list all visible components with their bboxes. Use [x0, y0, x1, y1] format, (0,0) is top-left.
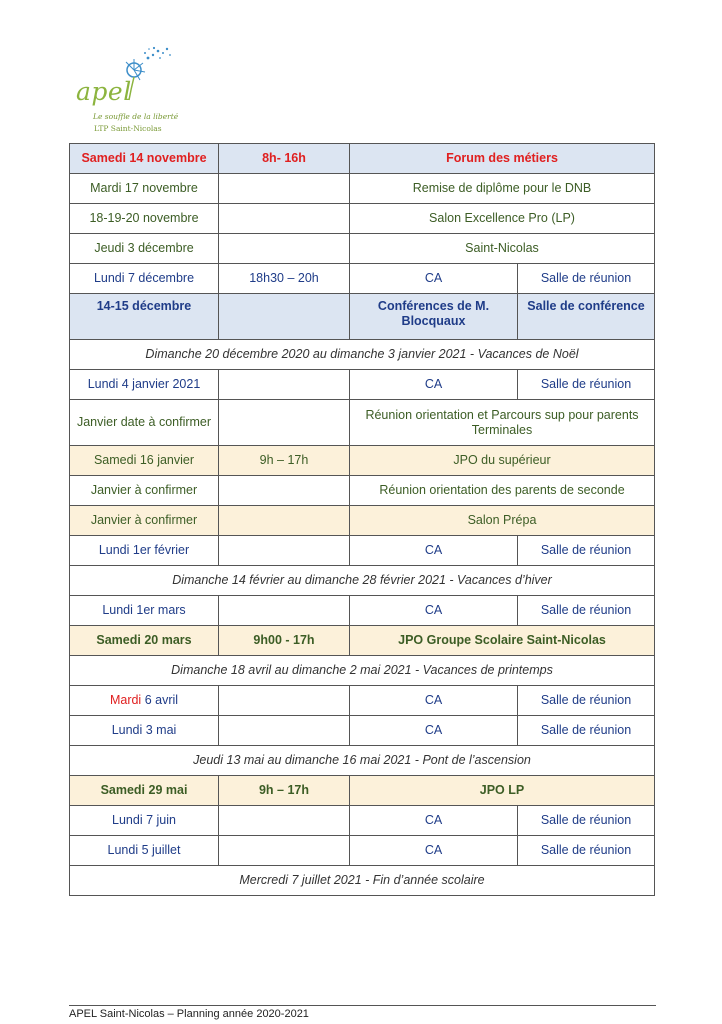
- row-event: CA: [350, 264, 518, 294]
- holiday-row: [70, 340, 655, 370]
- row-event: CA: [350, 370, 518, 400]
- row-time: [219, 234, 350, 264]
- row-event: Forum des métiers: [350, 144, 655, 174]
- row-date: Janvier à confirmer: [70, 506, 219, 536]
- table-row: [70, 204, 655, 234]
- row-time: 8h- 16h: [219, 144, 350, 174]
- row-date: Lundi 5 juillet: [70, 836, 219, 866]
- row-date: Lundi 7 décembre: [70, 264, 219, 294]
- row-time: [219, 596, 350, 626]
- row-time: [219, 836, 350, 866]
- row-event: CA: [350, 686, 518, 716]
- row-place: Salle de réunion: [518, 716, 655, 746]
- row-place: Salle de réunion: [518, 370, 655, 400]
- table-row: [70, 716, 655, 746]
- row-time: [219, 716, 350, 746]
- row-date: Lundi 3 mai: [70, 716, 219, 746]
- row-time: [219, 294, 350, 340]
- apel-logo: [74, 44, 184, 136]
- row-date-rest: 6 avril: [144, 693, 179, 707]
- row-event: JPO Groupe Scolaire Saint-Nicolas: [350, 626, 655, 656]
- table-row: [70, 370, 655, 400]
- planning-table: [69, 143, 655, 896]
- row-time: [219, 506, 350, 536]
- row-event: Salon Excellence Pro (LP): [350, 204, 655, 234]
- holiday-note: Jeudi 13 mai au dimanche 16 mai 2021 - Pont de l’ascension: [70, 746, 655, 776]
- row-date: Jeudi 3 décembre: [70, 234, 219, 264]
- row-time: [219, 400, 350, 446]
- row-place: Salle de réunion: [518, 596, 655, 626]
- row-place: Salle de conférence: [518, 294, 655, 340]
- row-place: Salle de réunion: [518, 264, 655, 294]
- row-date: [70, 686, 219, 716]
- holiday-note: Dimanche 14 février au dimanche 28 février 2021 - Vacances d’hiver: [70, 566, 655, 596]
- footer-divider: [69, 1005, 656, 1006]
- row-time: [219, 204, 350, 234]
- holiday-row: [70, 866, 655, 896]
- table-row: [70, 294, 655, 340]
- row-place: Salle de réunion: [518, 806, 655, 836]
- row-event: JPO LP: [350, 776, 655, 806]
- row-place: Salle de réunion: [518, 536, 655, 566]
- page-footer: APEL Saint-Nicolas – Planning année 2020-2021: [69, 1008, 309, 1020]
- row-event: CA: [350, 716, 518, 746]
- table-row: [70, 400, 655, 446]
- table-row: [70, 776, 655, 806]
- row-time: 9h – 17h: [219, 776, 350, 806]
- table-row: [70, 446, 655, 476]
- table-row: [70, 144, 655, 174]
- table-row: [70, 264, 655, 294]
- logo-tagline: Le souffle de la liberté: [93, 112, 179, 121]
- row-event: CA: [350, 596, 518, 626]
- table-row: [70, 174, 655, 204]
- row-event: Salon Prépa: [350, 506, 655, 536]
- table-row: [70, 506, 655, 536]
- logo-wordmark: apel: [76, 77, 132, 106]
- row-event: Conférences de M. Blocquaux: [350, 294, 518, 340]
- table-row: [70, 234, 655, 264]
- holiday-note: Mercredi 7 juillet 2021 - Fin d’année scolaire: [70, 866, 655, 896]
- row-date: Samedi 14 novembre: [70, 144, 219, 174]
- row-time: [219, 174, 350, 204]
- row-date: 14-15 décembre: [70, 294, 219, 340]
- row-date: Samedi 20 mars: [70, 626, 219, 656]
- table-row: [70, 536, 655, 566]
- row-time: 9h00 - 17h: [219, 626, 350, 656]
- row-date: Samedi 16 janvier: [70, 446, 219, 476]
- row-event: Saint-Nicolas: [350, 234, 655, 264]
- table-row: [70, 476, 655, 506]
- table-row: [70, 836, 655, 866]
- row-date-prefix: Mardi: [109, 693, 142, 707]
- holiday-row: [70, 566, 655, 596]
- row-time: 9h – 17h: [219, 446, 350, 476]
- row-event: CA: [350, 836, 518, 866]
- holiday-note: Dimanche 18 avril au dimanche 2 mai 2021 - Vacances de printemps: [70, 656, 655, 686]
- holiday-row: [70, 746, 655, 776]
- row-date: 18-19-20 novembre: [70, 204, 219, 234]
- holiday-row: [70, 656, 655, 686]
- table-row: [70, 806, 655, 836]
- logo-school: LTP Saint-Nicolas: [94, 124, 162, 133]
- row-place: Salle de réunion: [518, 686, 655, 716]
- row-event: CA: [350, 806, 518, 836]
- row-date: Lundi 1er février: [70, 536, 219, 566]
- table-row: [70, 686, 655, 716]
- table-row: [70, 626, 655, 656]
- row-time: 18h30 – 20h: [219, 264, 350, 294]
- row-date: Lundi 7 juin: [70, 806, 219, 836]
- row-time: [219, 476, 350, 506]
- row-time: [219, 806, 350, 836]
- row-date: Lundi 4 janvier 2021: [70, 370, 219, 400]
- row-event: JPO du supérieur: [350, 446, 655, 476]
- table-row: [70, 596, 655, 626]
- row-date: Samedi 29 mai: [70, 776, 219, 806]
- row-date: Mardi 17 novembre: [70, 174, 219, 204]
- holiday-note: Dimanche 20 décembre 2020 au dimanche 3 janvier 2021 - Vacances de Noël: [70, 340, 655, 370]
- row-event: Réunion orientation et Parcours sup pour parents Terminales: [350, 400, 655, 446]
- row-time: [219, 370, 350, 400]
- row-date: Janvier à confirmer: [70, 476, 219, 506]
- row-event: Réunion orientation des parents de seconde: [350, 476, 655, 506]
- row-place: Salle de réunion: [518, 836, 655, 866]
- row-event: CA: [350, 536, 518, 566]
- row-date: Janvier date à confirmer: [70, 400, 219, 446]
- row-time: [219, 536, 350, 566]
- row-event: Remise de diplôme pour le DNB: [350, 174, 655, 204]
- row-date: Lundi 1er mars: [70, 596, 219, 626]
- row-time: [219, 686, 350, 716]
